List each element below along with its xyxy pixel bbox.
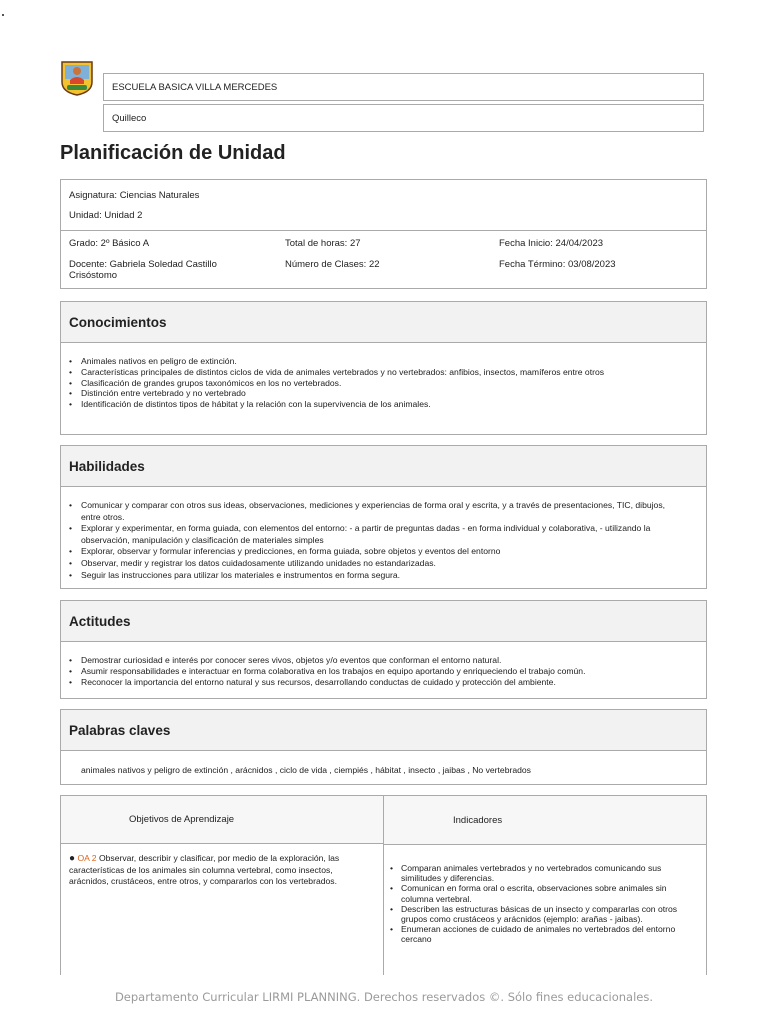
list-item: • Distinción entre vertebrado y no vertebrado	[81, 388, 686, 399]
list-item: • Enumeran acciones de cuidado de animales no vertebrados del entorno cercano	[401, 924, 681, 944]
palabras-claves-title: Palabras claves	[61, 710, 706, 751]
keywords-text: animales nativos y peligro de extinción , arácnidos , ciclo de vida , ciempiés , hábitat , insecto , jaibas , No vertebrados	[81, 765, 531, 775]
habilidades-list	[61, 487, 706, 581]
bullet-icon: ●	[69, 853, 76, 864]
numero-clases: Número de Clases: 22	[285, 259, 380, 270]
fecha-inicio: Fecha Inicio: 24/04/2023	[499, 238, 604, 249]
info-divider	[61, 230, 706, 231]
actitudes-section	[60, 600, 707, 699]
list-item: • Comparan animales vertebrados y no vertebrados comunicando sus similitudes y diferencias.	[401, 863, 681, 883]
page-dot	[2, 14, 4, 16]
school-city: Quilleco	[103, 104, 704, 132]
school-logo-icon	[60, 60, 94, 96]
list-item: • Seguir las instrucciones para utilizar los materiales e instrumentos en forma segura.	[81, 570, 686, 582]
footer-text: Departamento Curricular LIRMI PLANNING. Derechos reservados ©. Sólo fines educacionales.	[114, 990, 654, 1004]
list-item: • Explorar y experimentar, en forma guiada, con elementos del entorno: - a partir de preguntas dadas - en forma individual y colaborativa, - utilizando la observación, manipulación y clasificación de materiales simples	[81, 523, 686, 546]
total-horas: Total de horas: 27	[285, 238, 361, 249]
asignatura: Asignatura: Ciencias Naturales	[69, 190, 200, 201]
page-title: Planificación de Unidad	[60, 142, 286, 164]
conocimientos-list	[61, 343, 706, 410]
actitudes-title: Actitudes	[61, 601, 706, 642]
column-header-objetivos: Objetivos de Aprendizaje	[61, 796, 383, 844]
list-item: • Describen las estructuras básicas de un insecto y compararlas con otros grupos como crustáceos y arácnidos (ejemplo: arañas - jaibas).	[401, 904, 681, 924]
column-header-indicadores: Indicadores	[383, 796, 706, 845]
column-divider	[383, 796, 384, 975]
list-item: • Características principales de distintos ciclos de vida de animales vertebrados y no vertebrados: anfibios, insectos, mamíferos entre otros	[81, 367, 686, 378]
habilidades-section	[60, 445, 707, 589]
objetivos-table	[60, 795, 707, 975]
conocimientos-title: Conocimientos	[61, 302, 706, 343]
actitudes-list	[61, 642, 706, 687]
indicadores-list	[401, 863, 681, 945]
list-item: • Animales nativos en peligro de extinción.	[81, 356, 686, 367]
habilidades-title: Habilidades	[61, 446, 706, 487]
conocimientos-section	[60, 301, 707, 435]
oa-code-link[interactable]: OA 2	[77, 853, 97, 863]
school-name: ESCUELA BASICA VILLA MERCEDES	[103, 73, 704, 101]
unit-info-box	[60, 179, 707, 289]
docente: Docente: Gabriela Soledad Castillo Crisóstomo	[69, 259, 217, 281]
list-item: • Comunicar y comparar con otros sus ideas, observaciones, mediciones y experiencias de forma oral y escrita, y a través de presentaciones, TIC, dibujos, entre otros.	[81, 500, 686, 523]
list-item: • Comunican en forma oral o escrita, observaciones sobre animales sin columna vertebral.	[401, 883, 681, 903]
palabras-claves-section	[60, 709, 707, 785]
list-item: • Demostrar curiosidad e interés por conocer seres vivos, objetos y/o eventos que conforman el entorno natural.	[81, 655, 686, 666]
oa-text: Observar, describir y clasificar, por medio de la exploración, las características de los animales sin columna vertebral, como insectos, arácnidos, crustáceos, entre otros, y compararlos con los vertebrados.	[69, 853, 340, 886]
list-item: • Reconocer la importancia del entorno natural y sus recursos, desarrollando conductas de cuidado y protección del ambiente.	[81, 677, 686, 688]
list-item: • Observar, medir y registrar los datos cuidadosamente utilizando unidades no estandarizadas.	[81, 558, 686, 570]
fecha-termino: Fecha Término: 03/08/2023	[499, 259, 616, 270]
list-item: • Explorar, observar y formular inferencias y predicciones, en forma guiada, sobre objetos y eventos del entorno	[81, 546, 686, 558]
unidad: Unidad: Unidad 2	[69, 210, 143, 221]
list-item: • Identificación de distintos tipos de hábitat y la relación con la supervivencia de los animales.	[81, 399, 686, 410]
list-item: • Clasificación de grandes grupos taxonómicos en los no vertebrados.	[81, 378, 686, 389]
grado: Grado: 2º Básico A	[69, 238, 150, 249]
list-item: • Asumir responsabilidades e interactuar en forma colaborativa en los trabajos en equipo aportando y enriqueciendo el trabajo común.	[81, 666, 686, 677]
objetivo-cell	[69, 853, 374, 886]
